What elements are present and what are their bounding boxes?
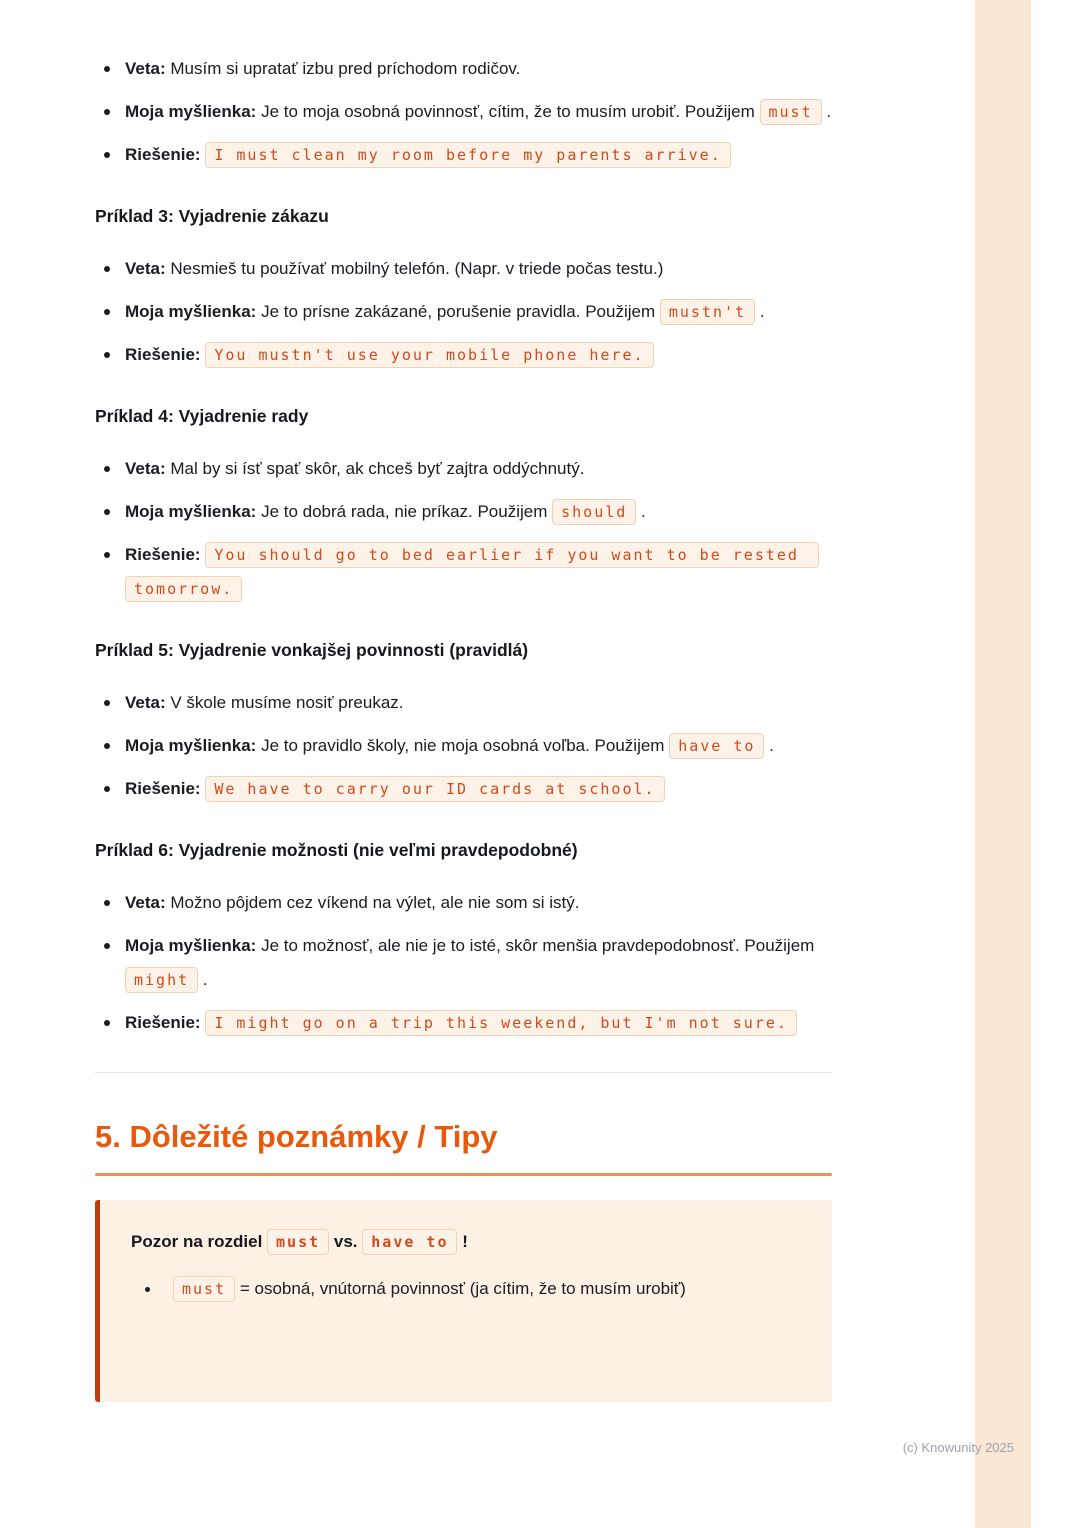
list-item xyxy=(95,52,832,86)
section-heading: Príklad 4: Vyjadrenie rady xyxy=(95,406,309,426)
bullet-text: Je to pravidlo školy, nie moja osobná voľba. Použijem xyxy=(261,736,665,755)
list-item xyxy=(95,338,832,372)
list-item xyxy=(95,138,832,172)
callout-box xyxy=(95,1200,832,1402)
inline-code: must xyxy=(173,1276,235,1302)
bullet-text: Mal by si ísť spať skôr, ak chceš byť zajtra oddýchnutý. xyxy=(170,459,585,478)
tips-heading: 5. Dôležité poznámky / Tipy xyxy=(95,1119,498,1154)
bullet-list xyxy=(95,452,832,606)
inline-code: must xyxy=(760,99,822,125)
section-heading: Príklad 6: Vyjadrenie možnosti (nie veľmi pravdepodobné) xyxy=(95,840,578,860)
bullet-list xyxy=(131,1272,804,1306)
inline-code: have to xyxy=(362,1229,457,1255)
list-item xyxy=(95,95,832,129)
list-item xyxy=(95,886,832,920)
inline-code: I might go on a trip this weekend, but I'm not sure. xyxy=(205,1010,797,1036)
side-stripe xyxy=(975,0,1031,1528)
bullet-label: Riešenie: xyxy=(125,779,201,798)
bullet-text: Je to možnosť, ale nie je to isté, skôr menšia pravdepodobnosť. Použijem xyxy=(261,936,815,955)
bullet-label: Moja myšlienka: xyxy=(125,936,257,955)
list-item xyxy=(95,252,832,286)
list-item xyxy=(95,1006,832,1040)
inline-code: should xyxy=(552,499,636,525)
bullet-text: Je to moja osobná povinnosť, cítim, že to musím urobiť. Použijem xyxy=(261,102,755,121)
bullet-label: Veta: xyxy=(125,59,166,78)
bullet-text-after: . xyxy=(641,502,646,521)
inline-code: I must clean my room before my parents arrive. xyxy=(205,142,730,168)
list-item xyxy=(95,495,832,529)
bullet-label: Riešenie: xyxy=(125,545,201,564)
bullet-label: Veta: xyxy=(125,893,166,912)
section-divider xyxy=(95,1072,832,1073)
bullet-label: Riešenie: xyxy=(125,1013,201,1032)
bullet-text-after: . xyxy=(826,102,832,121)
list-item xyxy=(95,452,832,486)
bullet-text: Je to dobrá rada, nie príkaz. Použijem xyxy=(261,502,548,521)
heading-rule xyxy=(95,1173,832,1176)
bullet-list xyxy=(95,686,832,806)
inline-code: You mustn't use your mobile phone here. xyxy=(205,342,653,368)
list-item xyxy=(95,538,832,606)
list-item xyxy=(95,929,832,997)
bullet-label: Riešenie: xyxy=(125,345,201,364)
bullet-list xyxy=(95,886,832,1040)
bullet-text-after: . xyxy=(202,970,208,989)
bullet-text-after: . xyxy=(759,302,765,321)
callout-lead-text: ! xyxy=(462,1232,468,1251)
bullet-text: Je to prísne zakázané, porušenie pravidla. Použijem xyxy=(261,302,656,321)
list-item xyxy=(95,729,832,763)
inline-code: mustn't xyxy=(660,299,755,325)
callout-lead-text: vs. xyxy=(333,1232,358,1251)
bullet-list xyxy=(95,52,832,172)
bullet-label: Veta: xyxy=(125,693,166,712)
bullet-label: Moja myšlienka: xyxy=(125,736,257,755)
inline-code: might xyxy=(125,967,198,993)
callout-lead xyxy=(131,1226,804,1258)
bullet-text: = osobná, vnútorná povinnosť (ja cítim, že to musím urobiť) xyxy=(239,1279,686,1298)
section-heading: Príklad 3: Vyjadrenie zákazu xyxy=(95,206,329,226)
inline-code: You should go to bed earlier if you want to be rested tomorrow. xyxy=(125,542,819,602)
inline-code: have to xyxy=(669,733,764,759)
bullet-label: Moja myšlienka: xyxy=(125,102,257,121)
list-item xyxy=(95,772,832,806)
bullet-text: V škole musíme nosiť preukaz. xyxy=(170,693,404,712)
inline-code: We have to carry our ID cards at school. xyxy=(205,776,664,802)
list-item xyxy=(95,295,832,329)
document-content xyxy=(95,0,832,1402)
section-heading: Príklad 5: Vyjadrenie vonkajšej povinnosti (pravidlá) xyxy=(95,640,529,660)
bullet-text-after: . xyxy=(769,736,774,755)
inline-code: must xyxy=(267,1229,329,1255)
bullet-text: Možno pôjdem cez víkend na výlet, ale nie som si istý. xyxy=(170,893,580,912)
bullet-text: Nesmieš tu používať mobilný telefón. (Napr. v triede počas testu.) xyxy=(170,259,664,278)
bullet-list xyxy=(95,252,832,372)
callout-lead-text: Pozor na rozdiel xyxy=(131,1232,263,1251)
bullet-text: Musím si upratať izbu pred príchodom rodičov. xyxy=(170,59,521,78)
bullet-label: Moja myšlienka: xyxy=(125,302,257,321)
bullet-label: Moja myšlienka: xyxy=(125,502,257,521)
bullet-label: Veta: xyxy=(125,259,166,278)
list-item xyxy=(131,1272,804,1306)
bullet-label: Riešenie: xyxy=(125,145,201,164)
bullet-label: Veta: xyxy=(125,459,166,478)
list-item xyxy=(95,686,832,720)
watermark: (c) Knowunity 2025 xyxy=(902,1440,1014,1455)
